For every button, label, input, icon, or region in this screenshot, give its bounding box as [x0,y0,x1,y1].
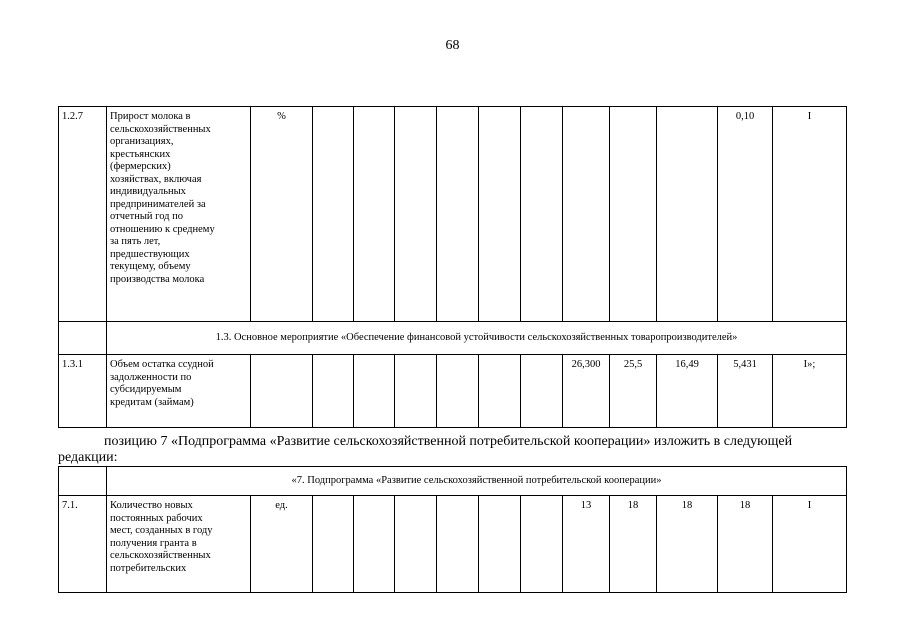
indicator-name [107,355,251,428]
value-cell: 18 [657,496,718,593]
value-cell [395,107,437,322]
value-cell [521,496,563,593]
value-cell [354,496,395,593]
value-cell: 0,10 [718,107,773,322]
unit-cell: ед. [251,496,313,593]
indicator-name [107,107,251,322]
table-row-7-1 [59,496,847,593]
table-row-1-3-1 [59,355,847,428]
section-heading: 1.3. Основное мероприятие «Обеспечение финансовой устойчивости сельскохозяйственных товаропроизводителей» [107,322,847,355]
value-cell [657,107,718,322]
name-line: предшествующих [110,248,190,260]
value-cell: 18 [610,496,657,593]
name-line: предпринимателей за [110,198,206,210]
name-line: мест, созданных в году [110,525,213,536]
table-row-1-2-7 [59,107,847,322]
value-cell [479,496,521,593]
name-line: Прирост молока в [110,111,191,122]
unit-cell [251,355,313,428]
empty-cell [59,467,107,496]
name-line: Объем остатка ссудной [110,359,214,370]
name-line: отношению к среднему [110,223,215,235]
value-cell [313,355,354,428]
value-cell [354,355,395,428]
name-line: потребительских [110,562,187,574]
value-cell [395,355,437,428]
name-line: производства молока [110,273,205,285]
row-number: 1.3.1 [59,355,107,428]
value-cell: 26,300 [563,355,610,428]
section-heading: «7. Подпрограмма «Развитие сельскохозяйственной потребительской кооперации» [107,467,847,496]
value-cell [479,107,521,322]
name-line: отчетный год по [110,211,183,222]
value-cell: 13 [563,496,610,593]
name-line: (фермерских) [110,161,171,172]
name-line: Количество новых [110,500,193,511]
value-cell [313,107,354,322]
name-line: хозяйствах, включая [110,173,202,185]
name-line: субсидируемым [110,384,182,395]
value-cell: 5,431 [718,355,773,428]
name-line: сельскохозяйственных [110,550,211,561]
value-cell [437,496,479,593]
section-row-7 [59,467,847,496]
value-cell [395,496,437,593]
amendment-paragraph [58,434,846,466]
indicators-table-2 [58,466,847,593]
indicators-table-1 [58,106,847,428]
priority-cell: I»; [773,355,847,428]
paragraph-line-1: позицию 7 «Подпрограмма «Развитие сельскохозяйственной потребительской кооперации» изложить в следующей [104,434,793,449]
empty-cell [59,322,107,355]
value-cell [521,355,563,428]
value-cell [563,107,610,322]
row-number: 7.1. [59,496,107,593]
value-cell [313,496,354,593]
name-line: сельскохозяйственных [110,123,211,135]
value-cell [437,107,479,322]
value-cell [479,355,521,428]
name-line: крестьянских [110,148,171,160]
paragraph-line-2: редакции: [58,450,118,465]
name-line: получения гранта в [110,537,197,549]
name-line: задолженности по [110,371,192,383]
page-number: 68 [445,38,460,53]
value-cell: 25,5 [610,355,657,428]
value-cell: 18 [718,496,773,593]
value-cell [354,107,395,322]
name-line: постоянных рабочих [110,512,203,524]
priority-cell: I [773,107,847,322]
name-line: текущему, объему [110,261,191,272]
indicator-name [107,496,251,593]
section-row-1-3 [59,322,847,355]
name-line: индивидуальных [110,186,186,197]
value-cell: 16,49 [657,355,718,428]
row-number: 1.2.7 [59,107,107,322]
name-line: кредитам (займам) [110,396,194,408]
value-cell [521,107,563,322]
name-line: за пять лет, [110,236,161,247]
priority-cell: I [773,496,847,593]
name-line: организациях, [110,136,174,147]
value-cell [610,107,657,322]
value-cell [437,355,479,428]
unit-cell: % [251,107,313,322]
